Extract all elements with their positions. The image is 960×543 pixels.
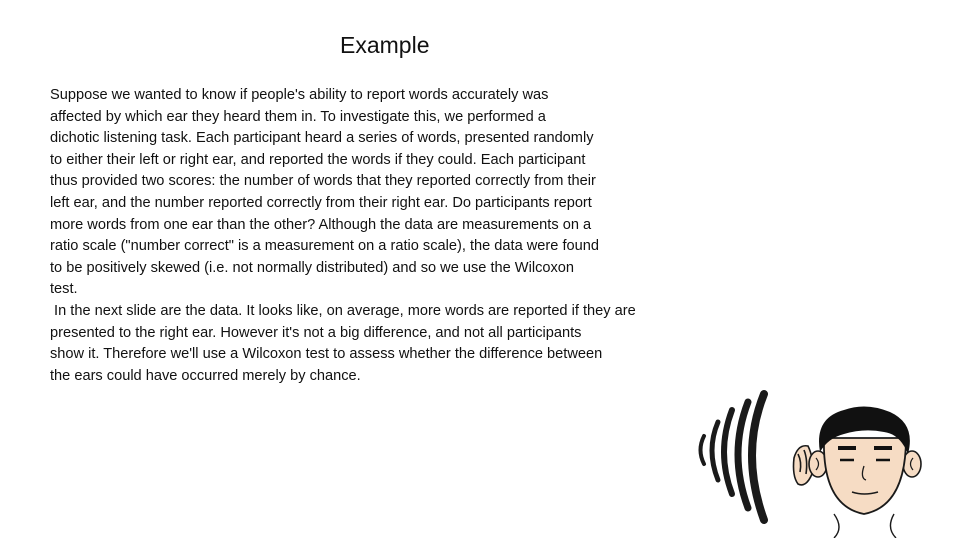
body-line: left ear, and the number reported correctly from their right ear. Do participants report (50, 194, 592, 211)
body-line: Suppose we wanted to know if people's ability to report words accurately was (50, 87, 549, 103)
body-line: dichotic listening task. Each participant heard a series of words, presented randomly (50, 130, 594, 147)
slide-title: Example (340, 32, 430, 58)
body-line: presented to the right ear. However it's not a big difference, and not all participants (50, 324, 582, 341)
body-line: thus provided two scores: the number of words that they reported correctly from their (50, 173, 596, 190)
sound-waves-icon (701, 394, 765, 520)
body-line: In the next slide are the data. It looks like, on average, more words are reported if they are (50, 302, 636, 319)
body-line: show it. Therefore we'll use a Wilcoxon test to assess whether the difference between (50, 346, 603, 363)
body-line: to either their left or right ear, and reported the words if they could. Each participant (50, 151, 586, 168)
body-line: to be positively skewed (i.e. not normally distributed) and so we use the Wilcoxon (50, 259, 575, 276)
body-line: more words from one ear than the other? Although the data are measurements on a (50, 216, 592, 233)
face-icon (824, 438, 906, 514)
body-line: test. (50, 281, 78, 298)
body-line: ratio scale ("number correct" is a measurement on a ratio scale), the data were found (50, 238, 599, 255)
listening-face-icon (694, 388, 934, 538)
body-line: the ears could have occurred merely by chance. (50, 367, 361, 384)
body-text (50, 85, 750, 387)
body-line: affected by which ear they heard them in. To investigate this, we performed a (50, 108, 546, 125)
